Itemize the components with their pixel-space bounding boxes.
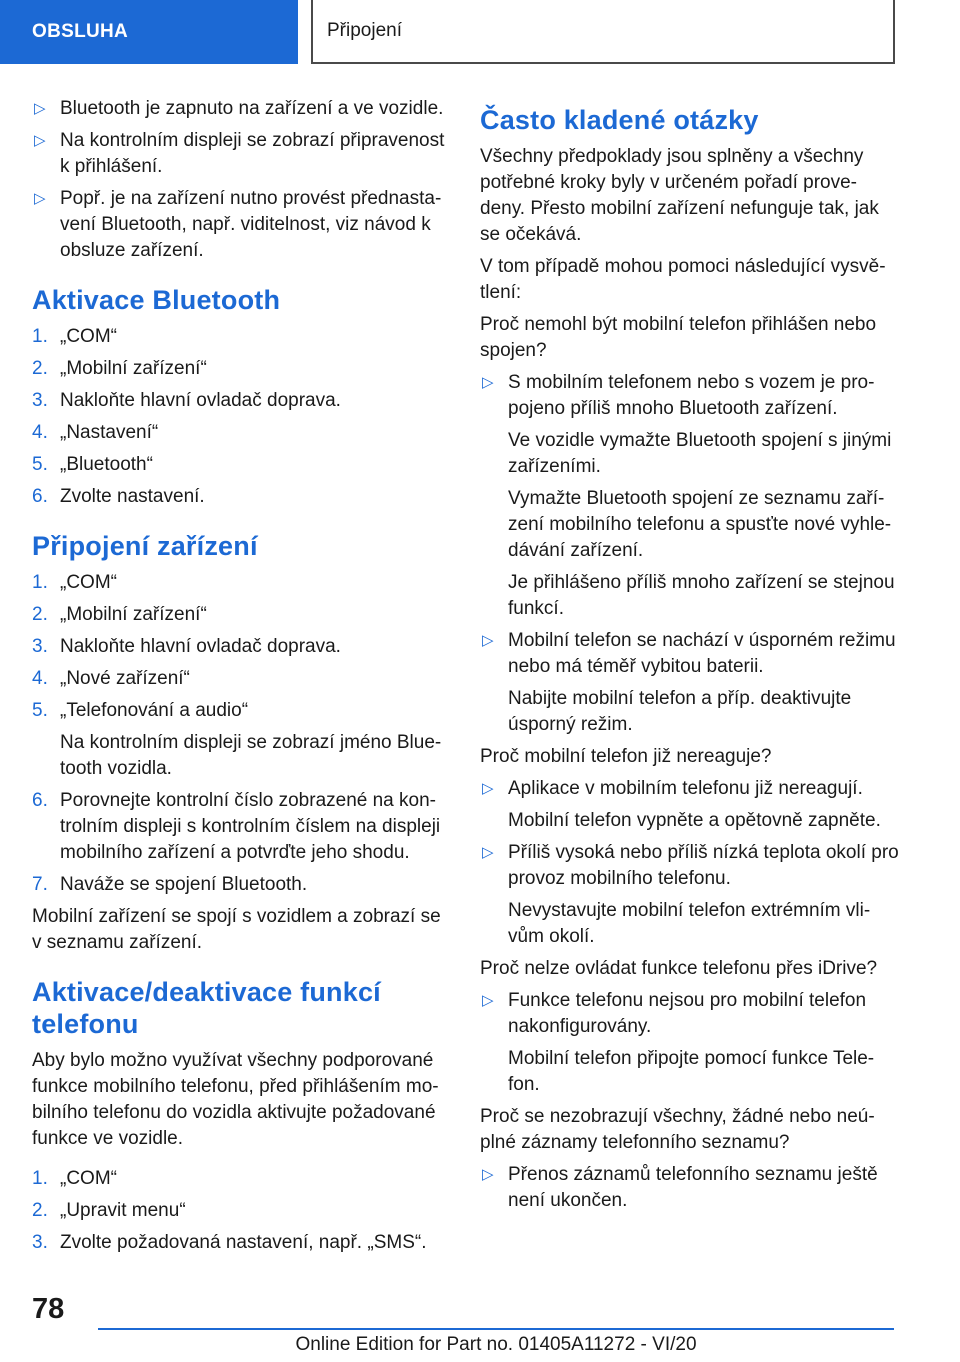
bullet-item: ▷ Bluetooth je zapnuto na zařízení a ve vozidle. <box>32 96 446 122</box>
step-item: 3. Zvolte požadovaná nastavení, např. „SMS“. <box>32 1232 427 1253</box>
bullet-note: Mobilní telefon vypněte a opětovně zapněte. <box>508 810 881 831</box>
bullet-item: ▷ Příliš vysoká nebo příliš nízká teplota okolí pro provoz mobilního telefonu. <box>480 840 900 892</box>
step-item: 6. Zvolte nastavení. <box>32 486 205 507</box>
step-item: 5. „Bluetooth“ <box>32 454 153 475</box>
triangle-bullet-icon: ▷ <box>34 132 46 149</box>
bullet-item: ▷ Popř. je na zařízení nutno provést přednasta‐vení Bluetooth, např. viditelnost, viz návod k obsluze zařízení. <box>32 186 446 264</box>
step-item: 1. „COM“ <box>32 326 117 347</box>
section-title: OBSLUHA <box>32 21 129 42</box>
chapter-title: Připojení <box>327 20 402 41</box>
step-item: 3. Nakloňte hlavní ovladač doprava. <box>32 390 341 411</box>
right-column <box>480 96 900 1220</box>
step-item: 4. „Nové zařízení“ <box>32 668 190 689</box>
step-item: 1. „COM“ <box>32 1168 117 1189</box>
step-item: 2. „Mobilní zařízení“ <box>32 604 207 625</box>
faq-question: Proč se nezobrazují všechny, žádné nebo neú‐plné záznamy telefonního seznamu? <box>480 1106 875 1153</box>
bullet-item: ▷ Mobilní telefon se nachází v úsporném režimu nebo má téměř vybitou baterii. <box>480 628 900 680</box>
bullet-item: ▷ Na kontrolním displeji se zobrazí připravenost k přihlášení. <box>32 128 446 180</box>
step-item: 3. Nakloňte hlavní ovladač doprava. <box>32 636 341 657</box>
bullet-note: Je přihlášeno příliš mnoho zařízení se stejnou funkcí. <box>508 572 895 619</box>
step-item: 6. Porovnejte kontrolní číslo zobrazené na kon‐trolním displeji s kontrolním číslem na displeji mobilního zařízení a potvrďte jeho shodu. <box>32 790 441 863</box>
chapter-tab <box>311 0 895 64</box>
step-item: 5. „Telefonování a audio“ <box>32 700 249 721</box>
step-item: 2. „Upravit menu“ <box>32 1200 186 1221</box>
footer-rule <box>98 1328 894 1330</box>
bullet-note: Vymažte Bluetooth spojení ze seznamu zaří‐zení mobilního telefonu a spusťte nové vyhle‐dávání zařízení. <box>508 488 892 561</box>
heading-connect: Připojení zařízení <box>32 531 258 561</box>
page-number: 78 <box>32 1293 65 1325</box>
triangle-bullet-icon: ▷ <box>482 780 494 797</box>
bullet-note: Nabijte mobilní telefon a příp. deaktivujte úsporný režim. <box>508 688 852 735</box>
bullet-item: ▷ Přenos záznamů telefonního seznamu ještě není ukončen. <box>480 1162 900 1214</box>
step-note: Na kontrolním displeji se zobrazí jméno Blue‐tooth vozidla. <box>60 732 442 779</box>
bullet-item: ▷ Aplikace v mobilním telefonu již nereagují. <box>480 776 900 802</box>
bullet-note: Nevystavujte mobilní telefon extrémním vli‐vům okolí. <box>508 900 871 947</box>
step-item: 1. „COM“ <box>32 572 117 593</box>
left-column <box>32 96 446 1262</box>
bullet-item: ▷ S mobilním telefonem nebo s vozem je pro‐pojeno příliš mnoho Bluetooth zařízení. <box>480 370 900 422</box>
bullet-note: Mobilní telefon připojte pomocí funkce Tele‐fon. <box>508 1048 875 1095</box>
paragraph: Mobilní zařízení se spojí s vozidlem a zobrazí se v seznamu zařízení. <box>32 906 441 953</box>
step-item: 7. Naváže se spojení Bluetooth. <box>32 874 308 895</box>
triangle-bullet-icon: ▷ <box>482 1166 494 1183</box>
paragraph: Všechny předpoklady jsou splněny a všechny potřebné kroky byly v určeném pořadí prove‐deny. Přesto mobilní zařízení nefunguje tak, jak se očekává. <box>480 146 879 245</box>
step-item: 2. „Mobilní zařízení“ <box>32 358 207 379</box>
paragraph: V tom případě mohou pomoci následující vysvě‐tlení: <box>480 256 886 303</box>
step-item: 4. „Nastavení“ <box>32 422 159 443</box>
faq-question: Proč nemohl být mobilní telefon přihlášen nebo spojen? <box>480 314 877 361</box>
paragraph: Aby bylo možno využívat všechny podporované funkce mobilního telefonu, před přihlášením mo‐bilního telefonu do vozidla aktivujte požadované funkce ve vozidle. <box>32 1050 439 1149</box>
triangle-bullet-icon: ▷ <box>482 374 494 391</box>
heading-activation: Aktivace Bluetooth <box>32 285 281 315</box>
section-tab <box>0 0 298 64</box>
triangle-bullet-icon: ▷ <box>482 632 494 649</box>
heading-faq: Často kladené otázky <box>480 105 759 135</box>
triangle-bullet-icon: ▷ <box>34 100 46 117</box>
edition-footer: Online Edition for Part no. 01405A11272 - VI/20 <box>295 1334 697 1355</box>
triangle-bullet-icon: ▷ <box>482 992 494 1009</box>
faq-question: Proč nelze ovládat funkce telefonu přes iDrive? <box>480 958 878 979</box>
faq-question: Proč mobilní telefon již nereaguje? <box>480 746 772 767</box>
heading-functions: Aktivace/deaktivace funkcí telefonu <box>32 977 381 1039</box>
bullet-note: Ve vozidle vymažte Bluetooth spojení s jinými zařízeními. <box>508 430 892 477</box>
triangle-bullet-icon: ▷ <box>34 190 46 207</box>
bullet-item: ▷ Funkce telefonu nejsou pro mobilní telefon nakonfigurovány. <box>480 988 900 1040</box>
triangle-bullet-icon: ▷ <box>482 844 494 861</box>
